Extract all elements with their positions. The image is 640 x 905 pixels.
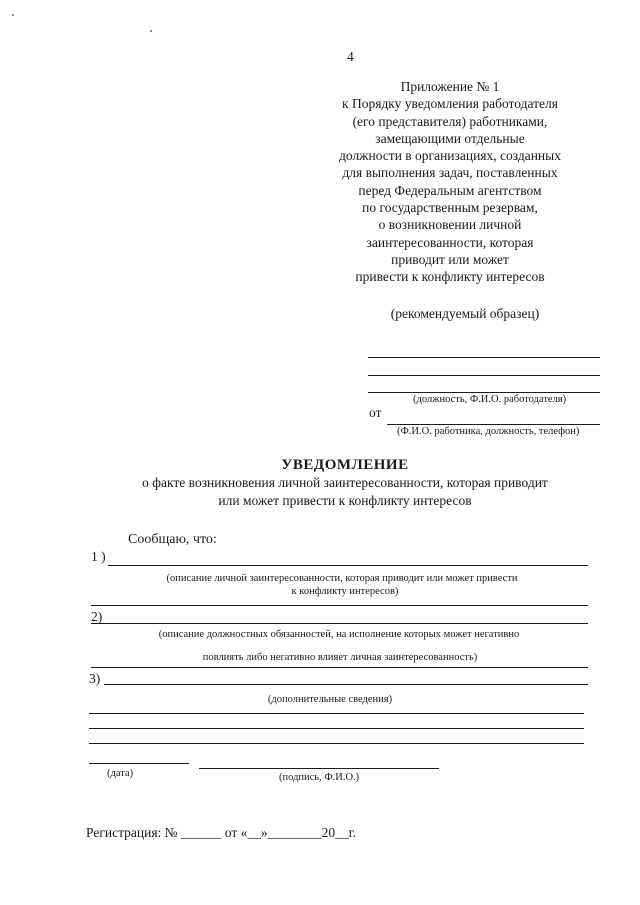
item-1-line: [108, 565, 588, 566]
item-2-caption: повлиять либо негативно влияет личная заинтересованность): [202, 652, 478, 663]
from-label: от: [369, 405, 382, 420]
appendix-line: о возникновении личной: [378, 217, 522, 233]
item-2-caption: (описание должностных обязанностей, на исполнение которых может негативно: [158, 629, 520, 640]
appendix-line: должности в организациях, созданных: [339, 148, 561, 164]
appendix-line: заинтересованности, которая: [366, 234, 534, 250]
employer-line-3: [368, 392, 600, 393]
appendix-line: приводит или может: [391, 251, 509, 267]
item-3-number: 3): [89, 671, 101, 686]
item-1-number: 1 ): [91, 549, 106, 564]
employer-caption: (должность, Ф.И.О. работодателя): [413, 394, 567, 405]
appendix-line: к Порядку уведомления работодателя: [342, 96, 558, 112]
registration-text: Регистрация: № ______ от «__»________20__г.: [86, 825, 357, 840]
appendix-line: (его представителя) работниками,: [352, 113, 548, 129]
scan-speck: [150, 30, 152, 32]
date-caption: (дата): [107, 768, 134, 779]
item-1-caption: (описание личной заинтересованности, которая приводит или может привести: [166, 573, 518, 584]
appendix-title: Приложение № 1: [400, 79, 500, 94]
item-3-caption: (дополнительные сведения): [267, 694, 393, 705]
notice-subtitle: или может привести к конфликту интересов: [218, 493, 472, 508]
signature-line: [199, 768, 439, 769]
employee-line: [387, 424, 600, 425]
scan-speck: [12, 14, 14, 16]
employer-line-2: [368, 375, 600, 376]
item-2-line-2: [91, 667, 588, 668]
notice-subtitle: о факте возникновения личной заинтересованности, которая приводит: [142, 475, 548, 490]
appendix-line: привести к конфликту интересов: [355, 269, 545, 285]
employee-caption: (Ф.И.О. работника, должность, телефон): [397, 426, 580, 437]
appendix-line: по государственным резервам,: [362, 200, 538, 216]
recommended-sample: (рекомендуемый образец): [390, 306, 540, 321]
appendix-line: замещающими отдельные: [375, 130, 525, 146]
employer-line-1: [368, 357, 600, 358]
notice-intro: Сообщаю, что:: [128, 532, 217, 547]
page-number: 4: [347, 49, 354, 64]
appendix-header: [300, 78, 600, 286]
item-3-line-3: [89, 728, 584, 729]
item-2-number: 2): [91, 609, 103, 624]
appendix-line: для выполнения задач, поставленных: [342, 165, 558, 181]
signature-caption: (подпись, Ф.И.О.): [279, 772, 360, 783]
notice-heading: УВЕДОМЛЕНИЕ: [281, 457, 409, 473]
appendix-line: перед Федеральным агентством: [358, 182, 542, 198]
item-3-line-2: [89, 713, 584, 714]
item-2-line: [91, 623, 588, 624]
item-1-caption: к конфликту интересов): [291, 586, 399, 597]
item-3-line-4: [89, 743, 584, 744]
date-line: [89, 763, 189, 764]
item-3-line: [104, 684, 588, 685]
item-1-line-2: [91, 605, 588, 606]
